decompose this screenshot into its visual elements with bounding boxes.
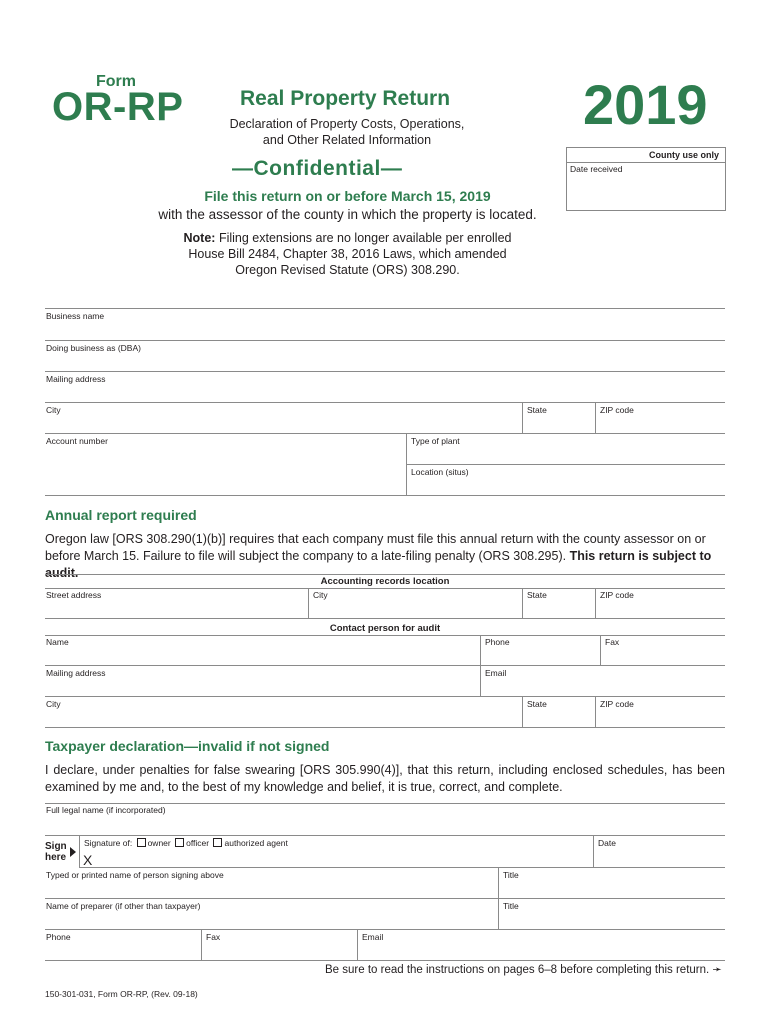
here-word: here (45, 852, 67, 863)
records-city-label: City (313, 590, 328, 600)
date-received-label: Date received (570, 164, 623, 174)
note-line-1: Filing extensions are no longer available per enrolled (215, 231, 512, 245)
confidential-banner: —Confidential— (232, 157, 403, 180)
records-zip-field[interactable] (595, 588, 725, 619)
mailing-address-field[interactable] (45, 372, 725, 403)
form-title: Real Property Return (240, 87, 451, 110)
officer-checkbox[interactable] (175, 838, 184, 847)
annual-report-title: Annual report required (45, 507, 197, 523)
note-line-3: Oregon Revised Statute (ORS) 308.290. (235, 263, 460, 277)
contact-fax-label: Fax (605, 637, 620, 647)
contact-name-field[interactable] (45, 635, 480, 666)
owner-label: owner (147, 838, 171, 848)
signature-x-mark: X (83, 852, 93, 868)
records-state-label: State (527, 590, 547, 600)
business-name-label: Business name (46, 311, 105, 321)
dba-label: Doing business as (DBA) (46, 343, 141, 353)
signature-date-field[interactable] (593, 836, 725, 868)
records-zip-label: ZIP code (600, 590, 634, 600)
contact-phone-field[interactable] (480, 635, 600, 666)
dba-field[interactable] (45, 341, 725, 372)
contact-mailing-label: Mailing address (46, 668, 106, 678)
records-location-heading: Accounting records location (320, 576, 450, 587)
contact-state-label: State (527, 699, 547, 709)
preparer-name-field[interactable] (45, 899, 498, 930)
signature-field[interactable] (79, 836, 593, 868)
contact-phone-label: Phone (485, 637, 510, 647)
preparer-title-label: Title (503, 901, 519, 911)
signature-of-label: Signature of: (84, 838, 133, 848)
audit-notice: This return is subject to audit. (45, 549, 712, 580)
authorized-agent-label: authorized agent (224, 838, 288, 848)
county-use-heading: County use only (567, 148, 725, 163)
filing-with: with the assessor of the county in which the property is located. (158, 207, 537, 222)
state-label: State (527, 405, 547, 415)
filing-deadline: File this return on or before March 15, 2019 (204, 188, 491, 204)
type-of-plant-label: Type of plant (411, 436, 460, 446)
state-field[interactable] (522, 403, 595, 434)
preparer-phone-field[interactable] (45, 930, 201, 961)
typed-name-field[interactable] (45, 868, 498, 899)
contact-heading: Contact person for audit (329, 623, 441, 634)
declaration-text: I declare, under penalties for false swearing [ORS 305.990(4)], that this return, including enclosed schedules, has been examined by me and, to the best of my knowledge and belief, it is true, correct, and complete. (45, 763, 725, 794)
note-line-2: House Bill 2484, Chapter 38, 2016 Laws, which amended (188, 247, 507, 261)
contact-city-label: City (46, 699, 61, 709)
signature-date-label: Date (598, 838, 616, 848)
city-label: City (46, 405, 61, 415)
owner-checkbox[interactable] (137, 838, 146, 847)
contact-state-field[interactable] (522, 697, 595, 728)
contact-fax-field[interactable] (600, 635, 725, 666)
note-label: Note: (183, 231, 216, 245)
sign-here-marker (45, 841, 67, 863)
form-id: OR-RP (52, 85, 184, 129)
zip-label: ZIP code (600, 405, 634, 415)
instructions-reminder: Be sure to read the instructions on pages 6–8 before completing this return. ➛ (325, 964, 723, 976)
preparer-fax-label: Fax (206, 932, 221, 942)
contact-name-label: Name (46, 637, 69, 647)
records-state-field[interactable] (522, 588, 595, 619)
subtitle-line-2: and Other Related Information (262, 133, 432, 147)
account-number-field[interactable] (45, 434, 406, 496)
form-revision-number: 150-301-031, Form OR-RP, (Rev. 09-18) (45, 989, 198, 999)
officer-label: officer (186, 838, 210, 848)
typed-name-label: Typed or printed name of person signing above (46, 870, 224, 880)
contact-email-field[interactable] (480, 666, 725, 697)
contact-email-label: Email (485, 668, 507, 678)
form-subtitle (222, 116, 472, 148)
contact-mailing-field[interactable] (45, 666, 480, 697)
contact-city-field[interactable] (45, 697, 522, 728)
signer-title-field[interactable] (498, 868, 725, 899)
full-legal-name-field[interactable] (45, 803, 725, 836)
tax-year: 2019 (583, 73, 708, 136)
records-street-field[interactable] (45, 588, 308, 619)
authorized-agent-checkbox[interactable] (213, 838, 222, 847)
declaration-title: Taxpayer declaration—invalid if not signed (45, 738, 330, 754)
location-label: Location (situs) (411, 467, 469, 477)
city-field[interactable] (45, 403, 522, 434)
sign-arrow-icon (70, 847, 76, 857)
zip-field[interactable] (595, 403, 725, 434)
signer-title-label: Title (503, 870, 519, 880)
full-legal-name-label: Full legal name (if incorporated) (46, 805, 166, 815)
preparer-email-label: Email (362, 932, 384, 942)
annual-report-body: Oregon law [ORS 308.290(1)(b)] requires that each company must file this annual return with the county assessor on or before March 15. Failure to file will subject the company to a late-filing penalty (ORS 308.295). (45, 532, 706, 563)
preparer-email-field[interactable] (357, 930, 725, 961)
preparer-fax-field[interactable] (201, 930, 357, 961)
preparer-phone-label: Phone (46, 932, 71, 942)
location-field[interactable] (406, 465, 725, 496)
records-street-label: Street address (46, 590, 102, 600)
sign-word: Sign (45, 841, 67, 852)
preparer-title-field[interactable] (498, 899, 725, 930)
contact-zip-field[interactable] (595, 697, 725, 728)
mailing-address-label: Mailing address (46, 374, 106, 384)
signature-of-row (84, 838, 288, 848)
records-city-field[interactable] (308, 588, 522, 619)
type-of-plant-field[interactable] (406, 434, 725, 465)
subtitle-line-1: Declaration of Property Costs, Operations, (229, 117, 465, 131)
account-number-label: Account number (46, 436, 108, 446)
records-top-rule (45, 574, 725, 575)
form-word: Form (96, 73, 136, 90)
preparer-name-label: Name of preparer (if other than taxpayer) (46, 901, 201, 911)
contact-zip-label: ZIP code (600, 699, 634, 709)
business-name-field[interactable] (45, 309, 725, 341)
filing-note (0, 230, 695, 278)
